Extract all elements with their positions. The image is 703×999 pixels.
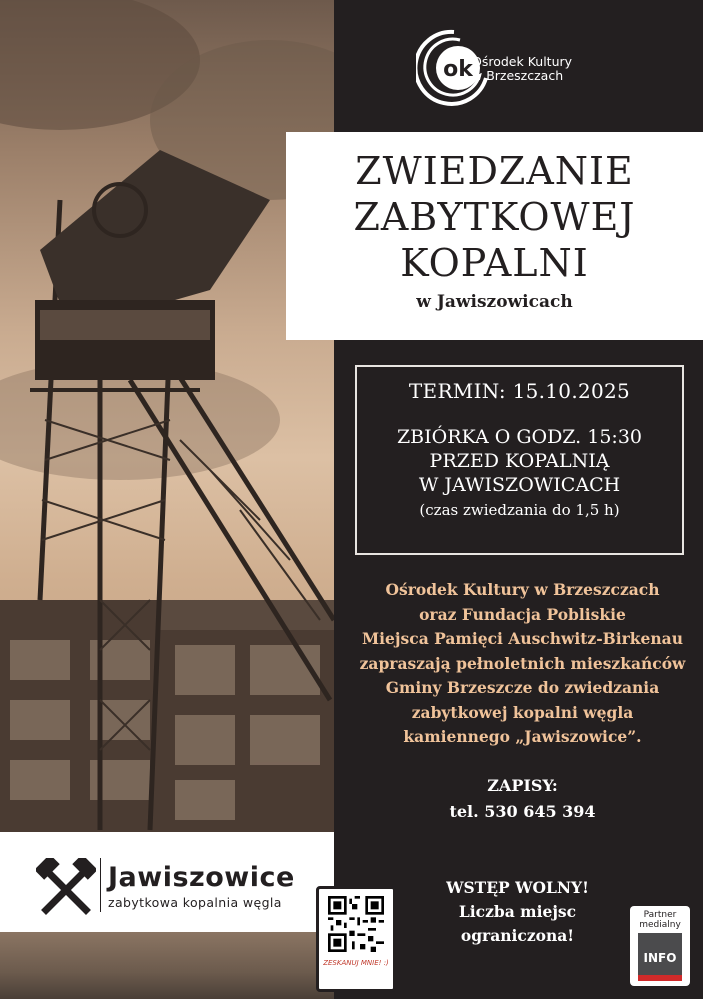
logo-divider: [100, 858, 101, 912]
meeting-info: [357, 425, 682, 497]
meeting-line1: ZBIÓRKA O GODZ. 15:30: [396, 426, 643, 448]
entry-line1: WSTĘP WOLNY!: [446, 878, 589, 897]
mine-tower-illustration: [0, 0, 334, 832]
invitation-text: [350, 578, 695, 750]
organizer-name-line1: Ośrodek Kultury: [472, 54, 573, 69]
ground-photo: [0, 932, 334, 999]
title-line2: ZABYTKOWEJ: [353, 195, 636, 239]
signup-phone[interactable]: tel. 530 645 394: [449, 802, 596, 821]
invitation-line2: oraz Fundacja Pobliskie: [419, 604, 626, 624]
title-line1: ZWIEDZANIE: [355, 149, 634, 193]
meeting-line3: W JAWISZOWICACH: [418, 474, 621, 496]
organizer-name-line2: w Brzeszczach: [472, 68, 564, 83]
title-line3: KOPALNI: [400, 241, 589, 285]
visit-duration: (czas zwiedzania do 1,5 h): [419, 501, 620, 519]
entry-info: [400, 876, 635, 948]
headframe-photo: [0, 0, 334, 832]
partner-label-line2: medialny: [639, 920, 681, 930]
jawiszowice-name: Jawiszowice: [108, 862, 295, 893]
invitation-line3: Miejsca Pamięci Auschwitz-Birkenau: [362, 629, 683, 648]
signup-info: [350, 773, 695, 825]
qr-code-card[interactable]: [316, 886, 396, 992]
qr-caption: ZESKANUJ MNIE! :): [323, 959, 389, 967]
event-date: TERMIN: 15.10.2025: [408, 379, 631, 403]
partner-logo: [638, 933, 682, 981]
meeting-line2: PRZED KOPALNIĄ: [429, 450, 610, 472]
organizer-name: [472, 55, 572, 83]
invitation-line5: Gminy Brzeszcze do zwiedzania: [385, 678, 660, 697]
invitation-line1: Ośrodek Kultury w Brzeszczach: [385, 580, 660, 599]
media-partner: [630, 906, 690, 986]
entry-line3: ograniczona!: [460, 926, 575, 945]
jawiszowice-tagline: zabytkowa kopalnia węgla: [108, 895, 282, 910]
qr-code-icon[interactable]: [328, 896, 384, 952]
schedule-box: [355, 365, 684, 555]
invitation-line6: zabytkowej kopalni węgla: [411, 702, 634, 722]
invitation-line4: zapraszają pełnoletnich mieszkańców: [359, 653, 686, 673]
invitation-line7: kamiennego „Jawiszowice”.: [403, 727, 642, 746]
partner-logo-text: INFO: [643, 951, 677, 965]
entry-line2: Liczba miejsc: [458, 902, 577, 921]
crossed-hammers-icon: [36, 858, 96, 916]
svg-text:ok: ok: [443, 57, 473, 82]
signup-label: ZAPISY:: [487, 776, 558, 795]
page-title: [286, 148, 703, 286]
title-box: [286, 132, 703, 340]
partner-label: [630, 910, 690, 930]
partner-label-line1: Partner: [643, 910, 677, 920]
title-subtitle: w Jawiszowicach: [416, 292, 573, 312]
partner-logo-bar: [638, 975, 682, 981]
